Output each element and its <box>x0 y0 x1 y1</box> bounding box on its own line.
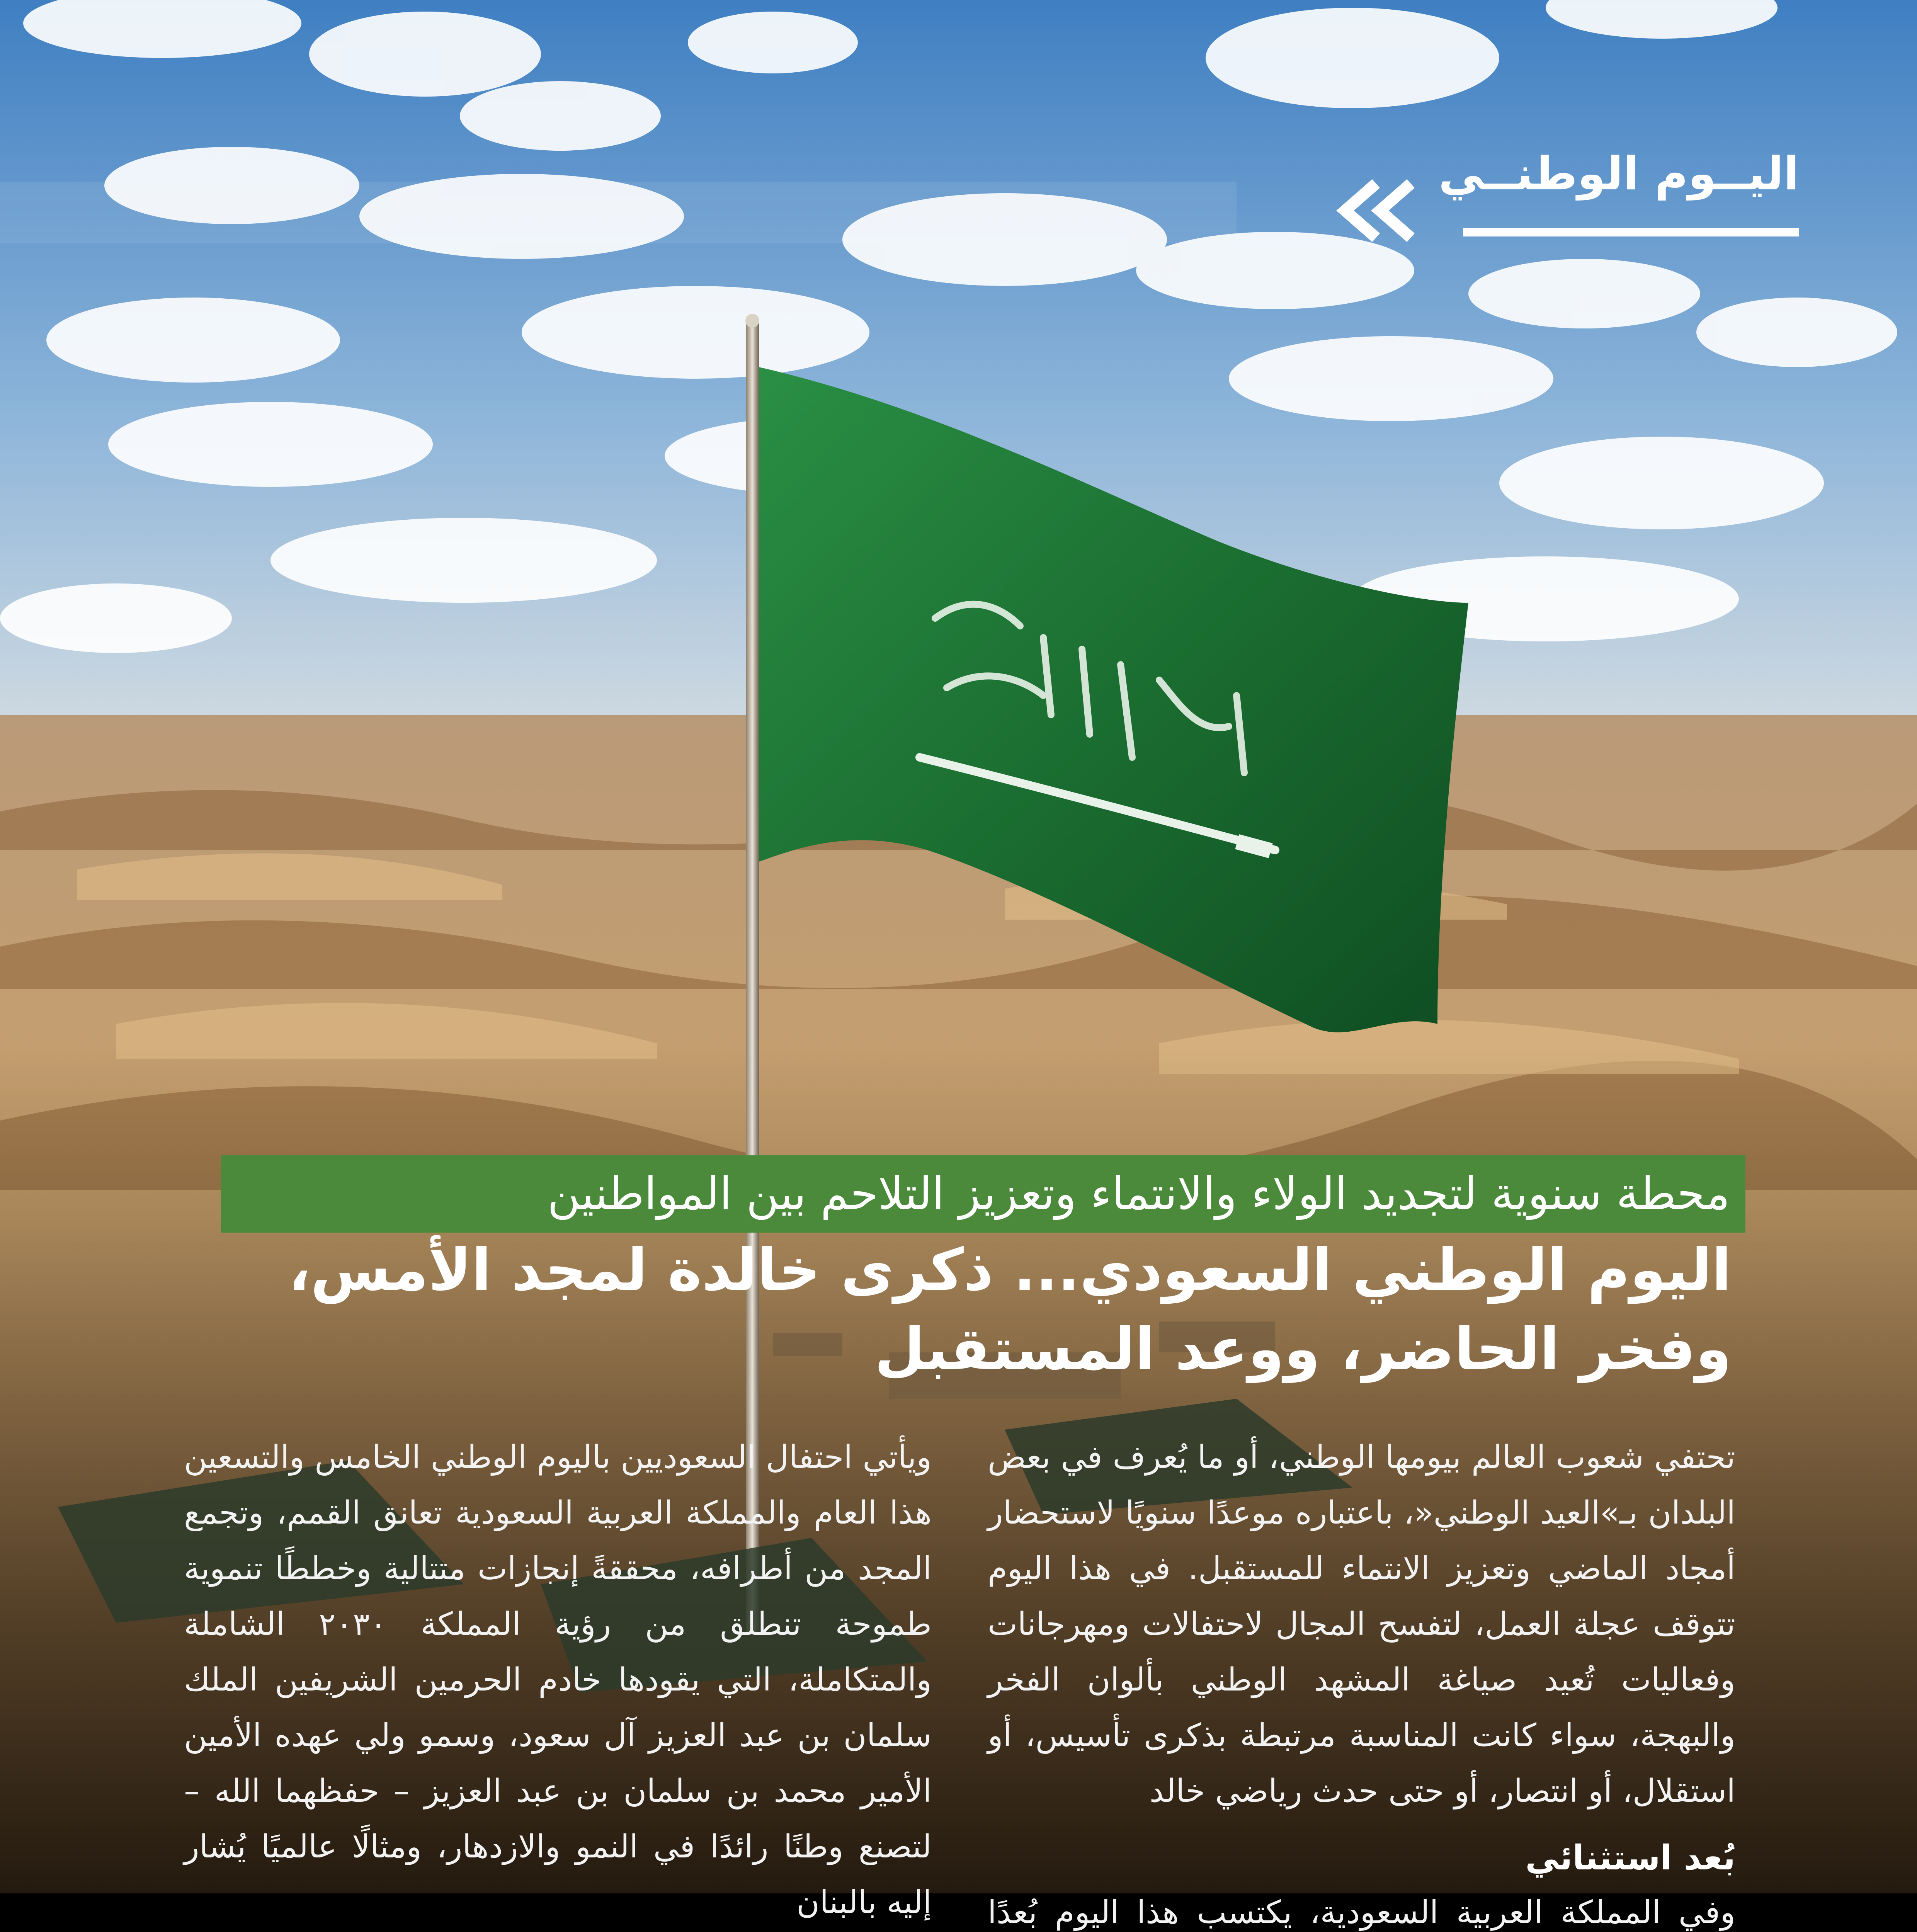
double-chevron-left-icon <box>1334 176 1419 245</box>
body-paragraph: وفي المملكة العربية السعودية، يكتسب هذا اليوم بُعدًا <box>988 1894 1735 1931</box>
subheading: بُعد استثنائي <box>1525 1838 1735 1878</box>
article-headline: اليوم الوطني السعودي... ذكرى خالدة لمجد الأمس، وفخر الحاضر، ووعد المستقبل <box>288 1236 1732 1383</box>
intro-paragraph: تحتفي شعوب العالم بيومها الوطني، أو ما يُعرف في بعض البلدان بـ»العيد الوطني«، باعتباره موعدًا سنويًا لاستحضار أمجاد الماضي وتعزيز الانتماء للمستقبل. في هذا اليوم تتوقف عجلة العمل، لتفسح المجال لاحتفالات ومهرجانات وفعاليات تُعيد صياغة المشهد الوطني بألوان الفخر والبهجة، سواء كانت المناسبة مرتبطة بذكرى تأسيس، أو استقلال، أو انتصار، أو حتى حدث رياضي خالد <box>988 1439 1735 1810</box>
intro-paragraph: ويأتي احتفال السعوديين باليوم الوطني الخامس والتسعين هذا العام والمملكة العربية السعودية تعانق القمم، وتجمع المجد من أطرافه، محققةً إنجازات متتالية وخططًا تنموية طموحة تنطلق من رؤية المملكة ٢٠٣٠ الشاملة والمتكاملة، التي يقودها خادم الحرمين الشريفين الملك سلمان بن عبد العزيز آل سعود، وسمو ولي عهده الأمين الأمير محمد بن سلمان بن عبد العزيز – حفظهما الله – لتصنع وطنًا رائدًا في النمو والازدهار، ومثالًا عالميًا يُشار إليه بالبنان <box>184 1439 932 1921</box>
section-underline <box>1463 228 1799 236</box>
article-kicker: محطة سنوية لتجديد الولاء والانتماء وتعزيز التلاحم بين المواطنين <box>221 1155 1745 1233</box>
section-title: اليــوم الوطنــي <box>1438 147 1799 200</box>
article-column-right <box>988 1430 1735 1932</box>
article-column-left <box>184 1430 932 1932</box>
section-header <box>1438 147 1799 247</box>
